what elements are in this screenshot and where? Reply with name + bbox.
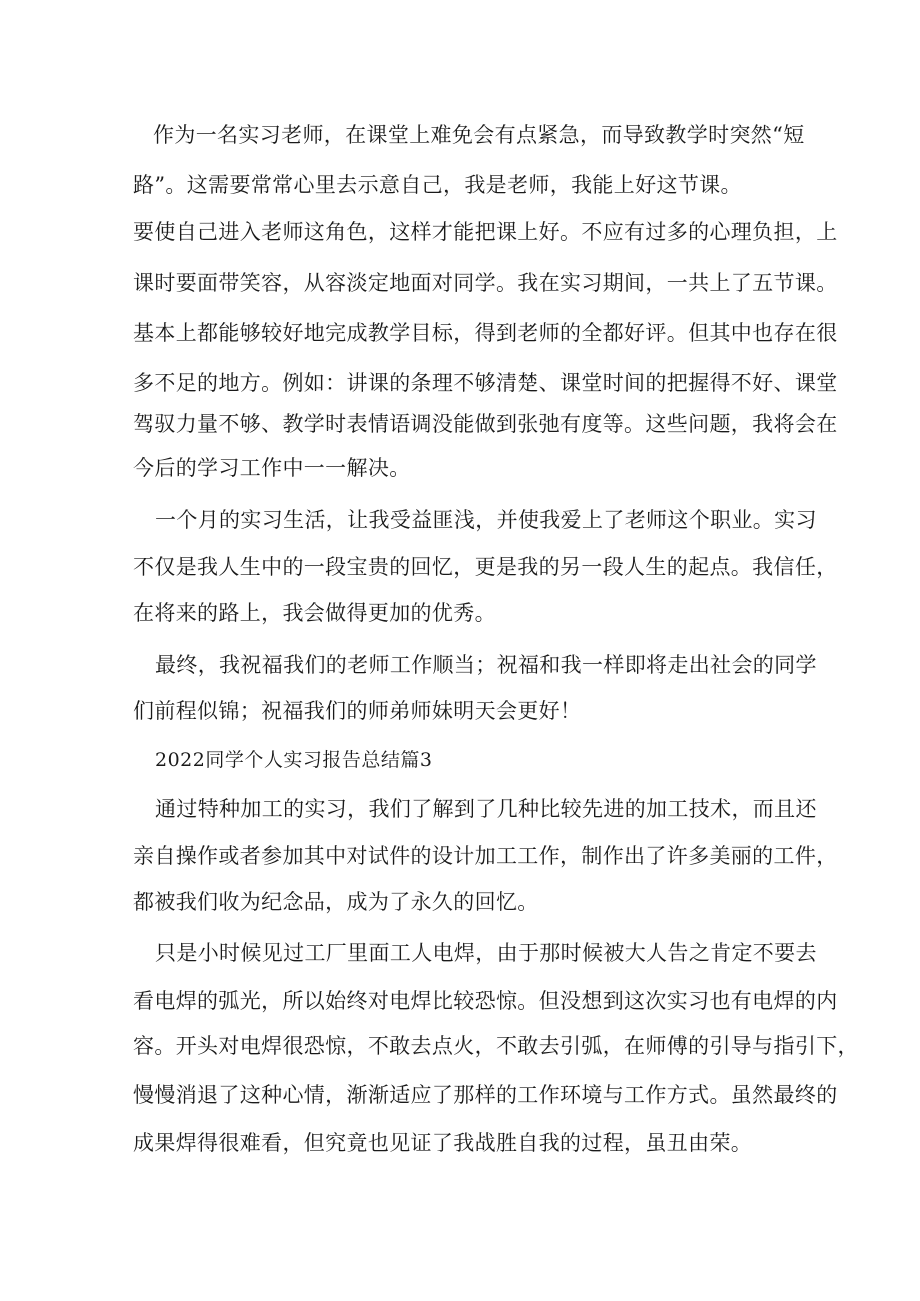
paragraph-line: 驾驭力量不够、教学时表情语调没能做到张弛有度等。这些问题，我将会在	[133, 412, 838, 436]
paragraph-line: 看电焊的弧光，所以始终对电焊比较恐惊。但没想到这次实习也有电焊的内	[133, 989, 838, 1013]
paragraph-line: 课时要面带笑容，从容淡定地面对同学。我在实习期间，一共上了五节课。	[133, 271, 838, 295]
paragraph-line: 都被我们收为纪念品，成为了永久的回忆。	[133, 890, 539, 914]
paragraph-line: 多不足的地方。例如：讲课的条理不够清楚、课堂时间的把握得不好、课堂	[133, 371, 838, 395]
paragraph-line: 慢慢消退了这种心情，渐渐适应了那样的工作环境与工作方式。虽然最终的	[133, 1083, 838, 1107]
paragraph-line: 不仅是我人生中的一段宝贵的回忆，更是我的另一段人生的起点。我信任，	[133, 555, 838, 579]
paragraph-line: 一个月的实习生活，让我受益匪浅，并使我爱上了老师这个职业。实习	[155, 508, 817, 532]
paragraph-line: 只是小时候见过工厂里面工人电焊，由于那时候被大人告之肯定不要去	[155, 941, 817, 965]
paragraph-line: 们前程似锦；祝福我们的师弟师妹明天会更好！	[133, 699, 582, 723]
paragraph-line: 今后的学习工作中一一解决。	[133, 456, 411, 480]
paragraph-line: 容。开头对电焊很恐惊，不敢去点火，不敢去引弧，在师傅的引导与指引下，	[133, 1034, 859, 1058]
paragraph-line: 基本上都能够较好地完成教学目标，得到老师的全都好评。但其中也存在很	[133, 321, 838, 345]
paragraph-line: 要使自己进入老师这角色，这样才能把课上好。不应有过多的心理负担，上	[133, 220, 838, 244]
paragraph-line: 亲自操作或者参加其中对试件的设计加工工作，制作出了许多美丽的工件，	[133, 844, 838, 868]
paragraph-line: 通过特种加工的实习，我们了解到了几种比较先进的加工技术，而且还	[155, 797, 817, 821]
section-heading: 2022同学个人实习报告总结篇3	[155, 749, 433, 771]
paragraph-line: 作为一名实习老师，在课堂上难免会有点紧急，而导致教学时突然“短	[153, 123, 805, 147]
paragraph-line: 路”。这需要常常心里去示意自己，我是老师，我能上好这节课。	[133, 173, 742, 197]
paragraph-line: 成果焊得很难看，但究竟也见证了我战胜自我的过程，虽丑由荣。	[133, 1131, 753, 1155]
paragraph-line: 最终，我祝福我们的老师工作顺当；祝福和我一样即将走出社会的同学	[155, 653, 817, 677]
paragraph-line: 在将来的路上，我会做得更加的优秀。	[133, 601, 496, 625]
